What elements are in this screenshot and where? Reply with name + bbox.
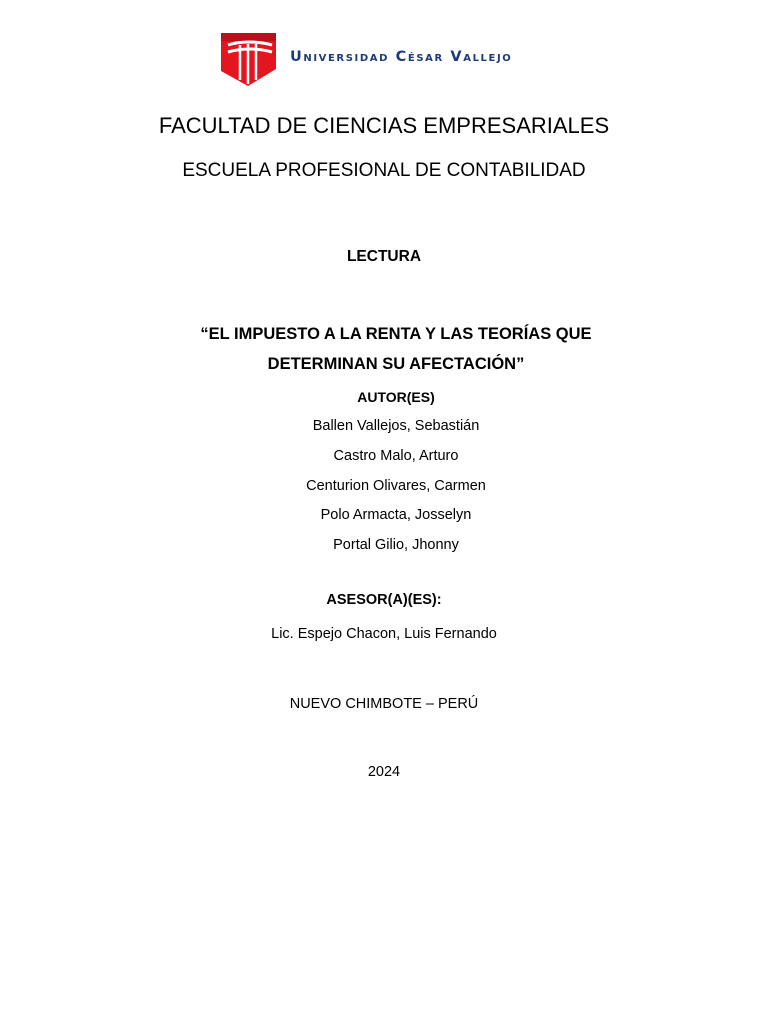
advisors-heading: ASESOR(A)(ES):: [326, 592, 442, 608]
advisor-name: Lic. Espejo Chacon, Luis Fernando: [271, 626, 497, 642]
author-name: Portal Gilio, Jhonny: [333, 537, 459, 553]
document-kind: LECTURA: [346, 248, 422, 265]
faculty-title: FACULTAD DE CIENCIAS EMPRESARIALES: [158, 113, 610, 138]
author-name: Ballen Vallejos, Sebastián: [312, 418, 480, 434]
year-line: 2024: [367, 764, 401, 780]
university-name: Universidad César Vallejo: [290, 49, 513, 65]
place-line: NUEVO CHIMBOTE – PERÚ: [289, 696, 479, 712]
author-name: Castro Malo, Arturo: [333, 448, 459, 464]
university-logo: [218, 31, 558, 87]
authors-heading: AUTOR(ES): [357, 389, 435, 405]
document-title-line-2: DETERMINAN SU AFECTACIÓN”: [267, 355, 525, 373]
author-name: Polo Armacta, Josselyn: [320, 507, 472, 523]
document-title-line-1: “EL IMPUESTO A LA RENTA Y LAS TEORÍAS QUE: [200, 325, 592, 343]
university-shield-icon: [218, 31, 278, 87]
school-title: ESCUELA PROFESIONAL DE CONTABILIDAD: [182, 160, 586, 181]
author-name: Centurion Olivares, Carmen: [306, 478, 486, 494]
